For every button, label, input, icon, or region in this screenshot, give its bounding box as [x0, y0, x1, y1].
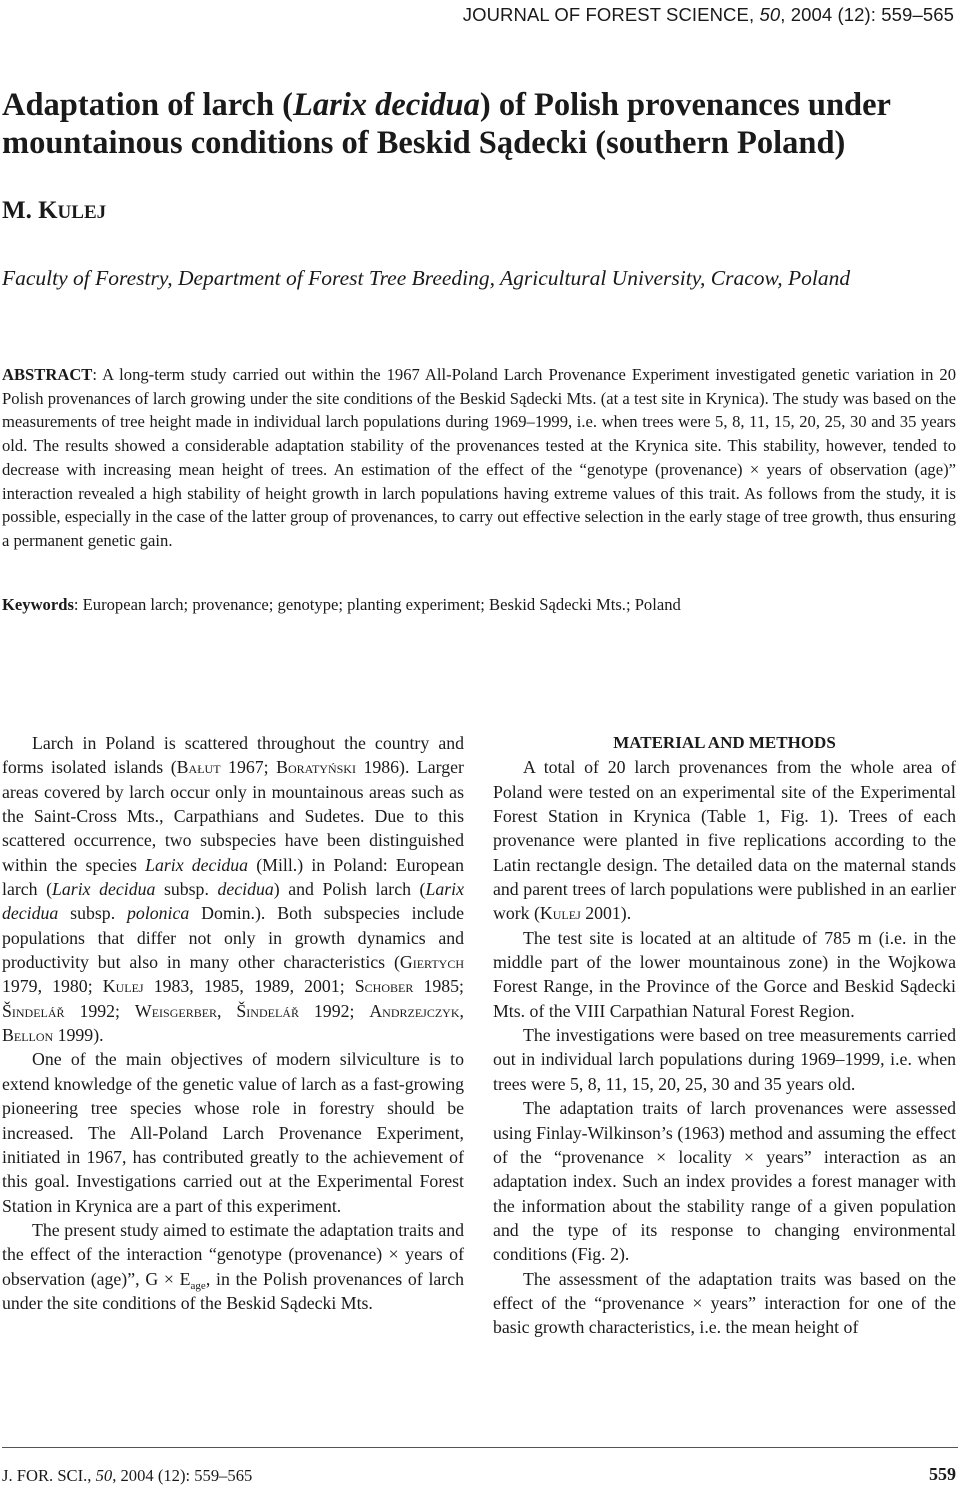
page-number: 559 — [929, 1464, 956, 1484]
citation-author: Bellon — [2, 1025, 54, 1046]
paragraph: The adaptation traits of larch provenances were assessed using Finlay-Wilkinson’s (1963) method and assuming the effect of the “provenance × locality × years” interaction as an adaptation index. Such an index provides a forest manager with the information about the stability range of a given population and the type of its response to changing environmental conditions (Fig. 2). — [493, 1098, 956, 1265]
keywords — [2, 595, 956, 615]
citation-author: Kulej — [539, 903, 581, 924]
subscript: age — [190, 1279, 206, 1292]
article-title: Adaptation of larch (Larix decidua) of Polish provenances under mountainous conditions of Beskid Sądecki (southern Poland) — [2, 87, 891, 161]
paragraph: Larch in Poland is scattered throughout the country and forms isolated islands (Bałut 1967; Boratyński 1986). Larger areas covered by larch occur only in mountainous areas such as the Saint-Cross Mts., Carpathians and Sudetes. Due to this scattered occurrence, two subspecies have been distinguished within the species Larix decidua (Mill.) in Poland: European larch (Larix decidua subsp. decidua) and Polish larch (Larix decidua subsp. polonica Domin.). Both subspecies include populations that differ not only in growth dynamics and productivity but also in many other characteristics (Giertych 1979, 1980; Kulej 1983, 1985, 1989, 2001; Schober 1985; Šindelář 1992; Weisgerber, Šindelář 1992; Andrzejczyk, Bellon 1999). — [2, 733, 465, 1046]
citation-author: Bałut — [176, 757, 221, 778]
paragraph: One of the main objectives of modern silviculture is to extend knowledge of the genetic value of larch as a fast-growing pioneering tree species whose role in forestry should be increased. The All-Poland Larch Provenance Experiment, initiated in 1967, has contributed greatly to the achievement of this goal. Investigations carried out at the Experimental Forest Station in Krynica are a part of this experiment. — [2, 1049, 464, 1216]
paragraph: The present study aimed to estimate the adaptation traits and the effect of the interaction “genotype (provenance) × years of observation (age)”, $G \times E_{age}$, in the Polish provenances of larch under the site conditions of the Beskid Sądecki Mts. — [2, 1219, 464, 1313]
abstract-label: ABSTRACT — [2, 365, 93, 384]
citation-author: Weisgerber — [134, 1000, 218, 1021]
paragraph: The test site is located at an altitude of 785 m (i.e. in the middle part of the lower mountainous zone) in the Wojkowa Forest Range, in the Province of the Gorce and Beskid Sądecki Mts. of the VIII Carpathian Natural Forest Region. — [493, 927, 956, 1021]
citation-author: Giertych — [399, 952, 464, 973]
citation-author: Andrzejczyk — [369, 1000, 460, 1021]
citation-author: Kulej — [102, 976, 144, 997]
keywords-label: Keywords — [2, 595, 74, 614]
paragraph: A total of 20 larch provenances from the whole area of Poland were tested on an experimental site of the Experimental Forest Station in Krynica (Table 1, Fig. 1). Trees of each provenance were planted in five replications according to the Latin rectangle design. The detailed data on the maternal stands and parent trees of larch populations were published in an earlier work (Kulej 2001). — [493, 757, 956, 924]
author-affiliation: Faculty of Forestry, Department of Forest Tree Breeding, Agricultural University, Cracow, Poland — [2, 266, 851, 290]
left-column — [2, 731, 464, 1315]
abstract — [2, 363, 956, 553]
paragraph: The investigations were based on tree measurements carried out in individual larch populations during 1969–1999, i.e. when trees were 5, 8, 11, 15, 20, 25, 30 and 35 years old. — [493, 1025, 956, 1094]
abstract-text: : A long-term study carried out within the 1967 All-Poland Larch Provenance Experiment investigated genetic variation in 20 Polish provenances of larch growing under the site conditions of the Beskid Sądecki Mts. (at a test site in Krynica). The study was based on the measurements of tree height made in individual larch populations during 1969–1999, i.e. when trees were 5, 8, 11, 15, 20, 25, 30 and 35 years old. The results showed a considerable adaptation stability of the provenances tested at the Krynica site. This stability, however, tended to decrease with increasing mean height of trees. An estimation of the effect of the “genotype (provenance) × years of observation (age)” interaction revealed a high stability of height growth in larch populations having extreme values of this trait. As follows from the study, it is possible, especially in the case of the latter group of provenances, to carry out effective selection in the early stage of tree growth, thus ensuring a permanent genetic gain. — [2, 365, 956, 550]
citation-author: Šindelář — [236, 1000, 299, 1021]
author-name: M. KULEJ — [2, 197, 107, 224]
citation-author: Schober — [354, 976, 414, 997]
right-column — [493, 731, 956, 1340]
title-species: Larix decidua — [293, 87, 480, 123]
running-header: JOURNAL OF FOREST SCIENCE, 50, 2004 (12): 559–565 — [462, 4, 954, 25]
footer-citation: J. FOR. SCI., 50, 2004 (12): 559–565 — [2, 1466, 253, 1485]
keywords-text: : European larch; provenance; genotype; planting experiment; Beskid Sądecki Mts.; Poland — [73, 595, 681, 614]
section-heading: MATERIAL AND METHODS — [613, 733, 836, 752]
header-volume: 50 — [759, 4, 781, 25]
citation-author: Šindelář — [2, 1000, 65, 1021]
citation-author: Boratyński — [276, 757, 356, 778]
footer-divider — [2, 1447, 958, 1448]
paragraph: The assessment of the adaptation traits was based on the effect of the “provenance × years” interaction for one of the basic growth characteristics, i.e. the mean height of — [493, 1268, 956, 1338]
